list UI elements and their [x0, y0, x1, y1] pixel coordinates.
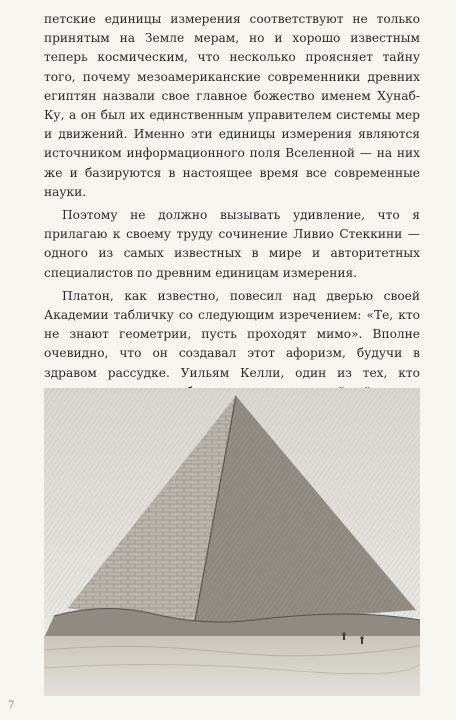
paragraph-3: Платон, как известно, повесил над дверью своей Академии табличку со следующим изречением: «Те, кто не знают геометрии, пусть проходят мимо». Вполне очевидно, что он создавал этот афоризм, будучи в здравом рассудке. Уильям Келли, один из тех, кто [44, 288, 420, 380]
paragraph-2: Поэтому не должно вызывать удивление, что я прилагаю к своему труду сочинение Ливио Стеккини — одного из самых известных в мире и авторитетных специалистов по древним единицам измерения. [44, 208, 420, 280]
page-number: 7 [8, 700, 15, 711]
pyramid-engraving-icon [44, 388, 420, 696]
paragraph-1: петские единицы измерения соответствуют не только принятым на Земле мерам, но и хорошо известным теперь космическим, что несколько проясняет тайну того, почему мезоамериканские современники древних египтян назвали свое главное божество именем Хунаб-Ку, а он был их единственным управителем системы мер и движений. Именно эти единицы измерения являются источником информационного поля Вселенной — на них же и базируются в настоящее время все современные науки. [44, 12, 420, 199]
pyramid-illustration [44, 388, 420, 696]
